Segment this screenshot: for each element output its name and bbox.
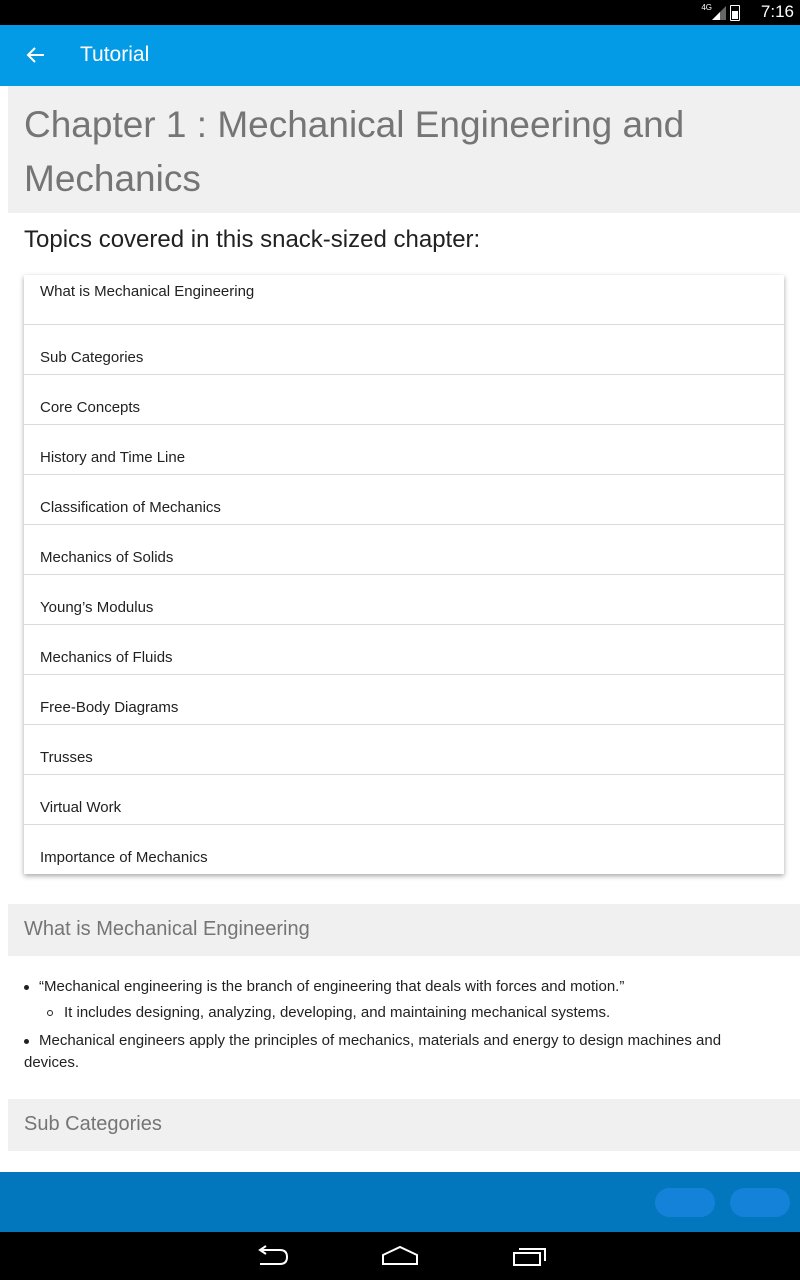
topic-label: Sub Categories [40, 349, 144, 366]
topic-item[interactable] [24, 625, 784, 675]
topic-label: Mechanics of Fluids [40, 649, 173, 666]
status-bar [0, 0, 800, 25]
topic-item[interactable] [24, 775, 784, 825]
back-icon [254, 1245, 290, 1267]
topic-item[interactable] [24, 675, 784, 725]
topic-label: What is Mechanical Engineering [40, 283, 255, 300]
topic-label: Classification of Mechanics [40, 499, 221, 516]
home-icon [381, 1245, 419, 1267]
topic-item[interactable] [24, 725, 784, 775]
bottom-toolbar [0, 1172, 800, 1232]
sub-bullet-item: It includes designing, analyzing, developing, and maintaining mechanical systems. [24, 1002, 744, 1024]
topic-item[interactable] [24, 375, 784, 425]
topic-label: Young’s Modulus [40, 599, 154, 616]
bullet-item: “Mechanical engineering is the branch of engineering that deals with forces and motion.” [24, 976, 744, 998]
topic-item[interactable] [24, 425, 784, 475]
section-title: What is Mechanical Engineering [24, 918, 310, 940]
topic-item[interactable] [24, 475, 784, 525]
topic-label: Mechanics of Solids [40, 549, 174, 566]
chapter-title: Chapter 1 : Mechanical Engineering and Mechanics [24, 104, 685, 199]
topic-label: Core Concepts [40, 399, 141, 416]
topic-label: Virtual Work [40, 799, 122, 816]
topic-item[interactable] [24, 575, 784, 625]
chapter-header [8, 86, 800, 213]
section-body [24, 976, 744, 1078]
battery-icon [730, 5, 740, 21]
section-title: Sub Categories [24, 1113, 162, 1135]
next-button[interactable] [730, 1188, 790, 1217]
tutorial-content[interactable] [0, 86, 800, 1172]
nav-recents-button[interactable] [509, 1242, 549, 1270]
topic-label: Free-Body Diagrams [40, 699, 179, 716]
section-header [8, 1099, 800, 1151]
signal-icon [712, 6, 726, 20]
arrow-left-icon [26, 45, 46, 65]
network-type: 4G [701, 3, 712, 12]
topic-item[interactable] [24, 525, 784, 575]
topic-item[interactable] [24, 275, 784, 325]
topics-list [24, 275, 784, 874]
previous-button[interactable] [655, 1188, 715, 1217]
system-navigation-bar [0, 1232, 800, 1280]
app-bar-title: Tutorial [80, 43, 150, 66]
topic-label: Trusses [40, 749, 93, 766]
nav-back-button[interactable] [252, 1242, 292, 1270]
section-header [8, 904, 800, 956]
topic-label: History and Time Line [40, 449, 186, 466]
bullet-item: Mechanical engineers apply the principles of mechanics, materials and energy to design machines and devices. [24, 1030, 744, 1074]
topic-item[interactable] [24, 325, 784, 375]
topic-label: Importance of Mechanics [40, 849, 208, 866]
app-bar [0, 25, 800, 86]
back-button[interactable] [16, 35, 56, 75]
recents-icon [511, 1245, 547, 1267]
status-icons [701, 4, 740, 20]
nav-home-button[interactable] [380, 1242, 420, 1270]
clock: 7:16 [760, 2, 794, 21]
topic-item[interactable] [24, 825, 784, 874]
topics-heading: Topics covered in this snack-sized chapter: [24, 226, 481, 253]
